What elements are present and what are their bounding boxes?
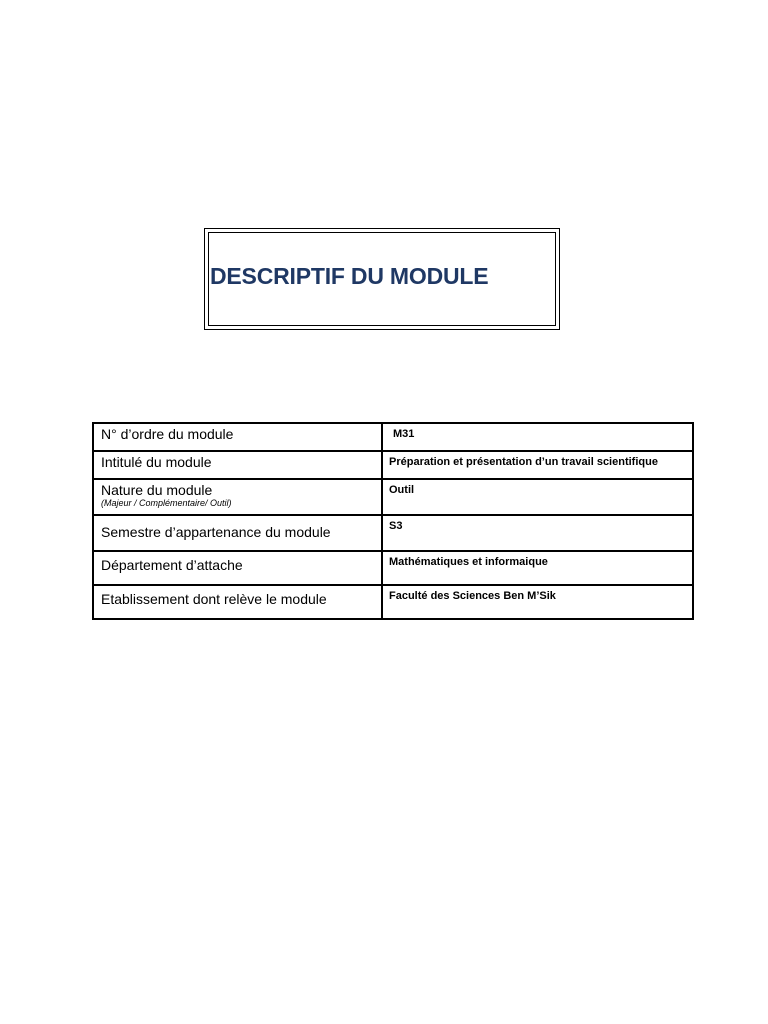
row-value-cell <box>382 423 693 451</box>
module-number-label: N° d’ordre du module <box>101 426 234 442</box>
table-row <box>93 585 693 619</box>
module-semester-value: S3 <box>389 520 403 532</box>
title-box <box>204 228 560 330</box>
row-label-cell <box>93 515 382 551</box>
table-row <box>93 423 693 451</box>
module-number-value: M31 <box>393 428 415 440</box>
row-value-cell <box>382 551 693 585</box>
table-row <box>93 551 693 585</box>
module-semester-label: Semestre d’appartenance du module <box>101 524 331 540</box>
module-nature-value: Outil <box>389 484 415 496</box>
module-nature-sublabel: (Majeur / Complémentaire/ Outil) <box>101 498 232 508</box>
row-label-cell <box>93 451 382 479</box>
module-nature-label: Nature du module <box>101 482 213 498</box>
row-label-cell <box>93 479 382 515</box>
module-institution-label: Etablissement dont relève le module <box>101 591 327 607</box>
module-title-label: Intitulé du module <box>101 454 212 470</box>
module-department-label: Département d’attache <box>101 557 243 573</box>
table-row <box>93 515 693 551</box>
row-value-cell <box>382 515 693 551</box>
table-row <box>93 451 693 479</box>
module-department-value: Mathématiques et informaique <box>389 556 548 568</box>
row-value-cell <box>382 479 693 515</box>
table-row <box>93 479 693 515</box>
row-label-cell <box>93 551 382 585</box>
row-value-cell <box>382 585 693 619</box>
document-title: DESCRIPTIF DU MODULE <box>210 263 489 289</box>
row-value-cell <box>382 451 693 479</box>
row-label-cell <box>93 585 382 619</box>
module-institution-value: Faculté des Sciences Ben M’Sik <box>389 590 556 602</box>
row-label-cell <box>93 423 382 451</box>
module-title-value: Préparation et présentation d’un travail scientifique <box>389 456 658 468</box>
module-info-table <box>92 422 694 620</box>
